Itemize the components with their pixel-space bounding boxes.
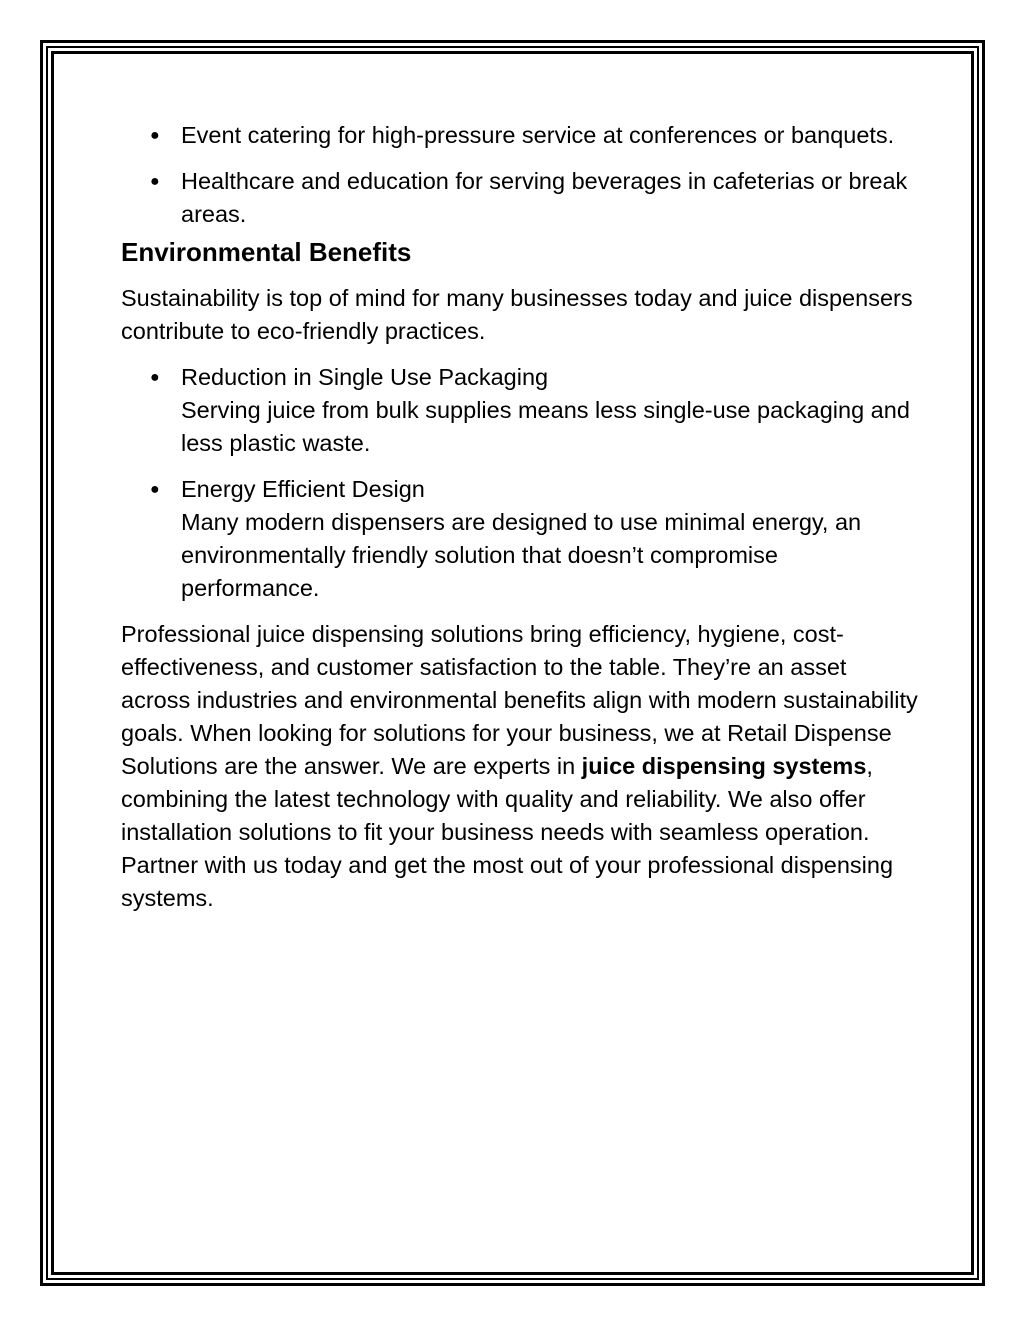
- benefit-list: [121, 361, 921, 605]
- benefit-text: Many modern dispensers are designed to use minimal energy, an environmentally friendly solution that doesn’t compromise performance.: [181, 509, 862, 601]
- benefit-text: Serving juice from bulk supplies means less single-use packaging and less plastic waste.: [181, 397, 910, 456]
- document-body: [121, 119, 921, 928]
- list-item: [121, 119, 921, 152]
- bullet-icon: ●: [150, 173, 160, 190]
- keyword-link-text: juice dispensing systems: [581, 753, 867, 779]
- section-heading: Environmental Benefits: [121, 237, 412, 267]
- conclusion-text-start: Professional juice dispensing solutions bring efficiency, hygiene, cost-effectiveness, and customer satisfaction to the table. They’re an asset across industries and environmental benefits align with modern sustainability goals. When looking for solutions for your business, we at Retail Dispense Solutions are the answer. We are experts in: [121, 621, 918, 779]
- bullet-icon: ●: [150, 481, 160, 498]
- bullet-icon: ●: [150, 127, 160, 144]
- bullet-icon: ●: [150, 369, 160, 386]
- list-item: [121, 473, 921, 605]
- section-intro: Sustainability is top of mind for many businesses today and juice dispensers contribute to eco-friendly practices.: [121, 285, 913, 344]
- use-case-list: [121, 119, 921, 231]
- list-item: [121, 361, 921, 460]
- list-item-text: Event catering for high-pressure service at conferences or banquets.: [181, 122, 895, 148]
- conclusion-paragraph: [121, 618, 921, 915]
- list-item-text: Healthcare and education for serving beverages in cafeterias or break areas.: [181, 168, 908, 227]
- benefit-title: Energy Efficient Design: [181, 476, 425, 502]
- list-item: [121, 165, 921, 231]
- benefit-title: Reduction in Single Use Packaging: [181, 364, 549, 390]
- conclusion-text-end: , combining the latest technology with quality and reliability. We also offer installation solutions to fit your business needs with seamless operation. Partner with us today and get the most out of your professional dispensing systems.: [121, 753, 894, 911]
